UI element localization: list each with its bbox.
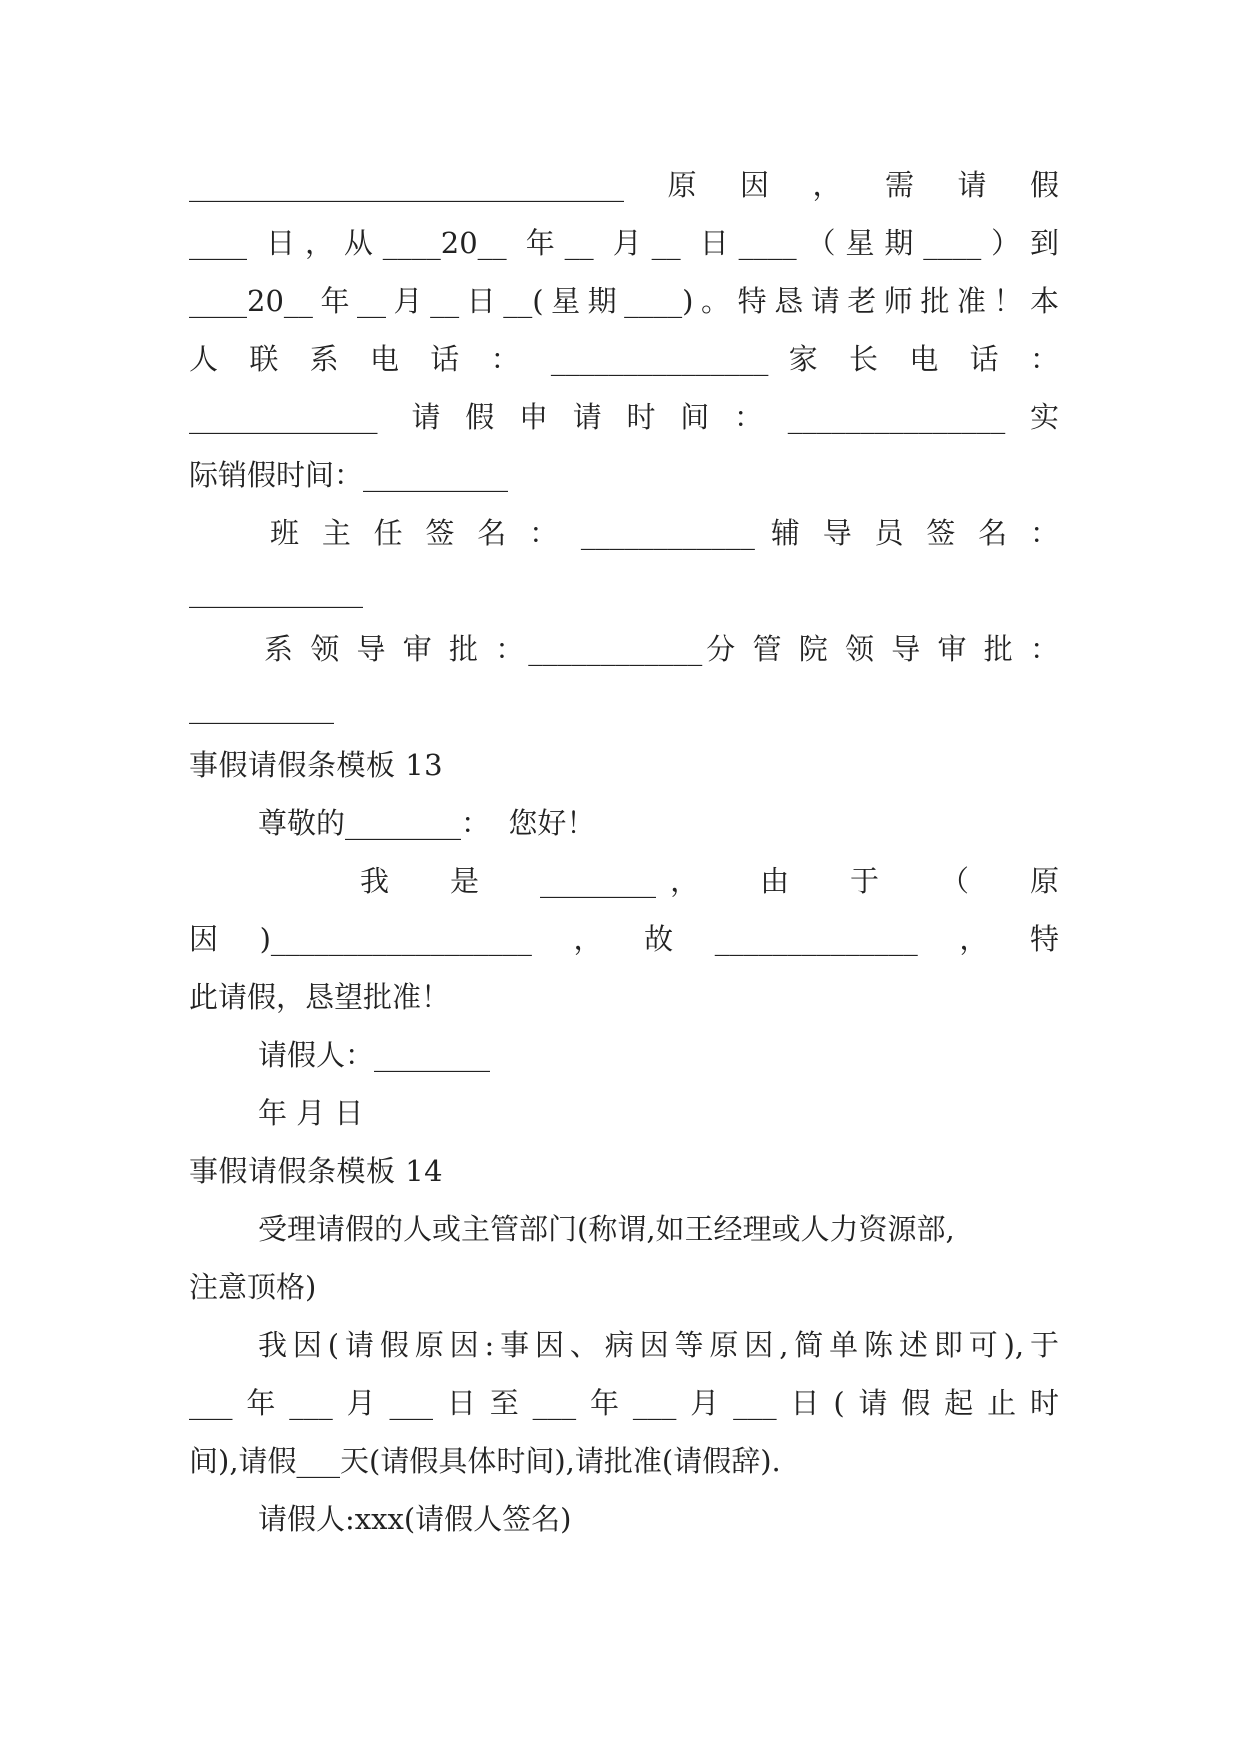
text-line: 因)__________________，故______________，特 — [189, 922, 1059, 956]
text-line: ____________ — [189, 574, 363, 608]
text-line: __________ — [189, 690, 334, 724]
text-line: 尊敬的________： 您好！ — [258, 806, 596, 840]
text-line: 班 主 任 签 名 ： ____________ 辅 导 员 签 名 ： — [270, 516, 1059, 550]
text-line: 注意顶格) — [189, 1270, 317, 1304]
text-line: 请假人：________ — [258, 1038, 491, 1072]
text-line: 请假人:xxx(请假人签名) — [258, 1502, 572, 1536]
text-line: 人 联 系 电 话 ： _______________ 家 长 电 话 ： — [189, 342, 1059, 376]
text-line: 我 是 ________， 由 于 （ 原 — [360, 864, 1059, 898]
section-title-14: 事假请假条模板 14 — [189, 1154, 444, 1188]
section-title-13: 事假请假条模板 13 — [189, 748, 444, 782]
text-line: 际销假时间：__________ — [189, 458, 509, 492]
text-line: 此请假，恳望批准！ — [189, 980, 451, 1014]
text-line: 间),请假___天(请假具体时间),请批准(请假辞). — [189, 1444, 781, 1478]
text-line: _____________ 请假申请时间：_______________实 — [189, 400, 1059, 434]
text-line: 系 领 导 审 批 ：____________分 管 院 领 导 审 批 ： — [264, 632, 1059, 666]
text-line: ______________________________原因，需请假 — [189, 168, 1059, 202]
text-line: ____20__年__月__日__(星期____)。特恳请老师批准！本 — [189, 284, 1059, 318]
text-line: 我因(请假原因:事因、病因等原因,简单陈述即可),于 — [258, 1328, 1059, 1362]
text-line: 受理请假的人或主管部门(称谓,如王经理或人力资源部, — [258, 1212, 955, 1246]
text-line: ____ 日，从____20__ 年__ 月__ 日____（星期____）到 — [189, 226, 1059, 260]
text-line: ___年___月___日至___年___月___日(请假起止时 — [189, 1386, 1059, 1420]
text-line: 年 月 日 — [258, 1096, 364, 1130]
